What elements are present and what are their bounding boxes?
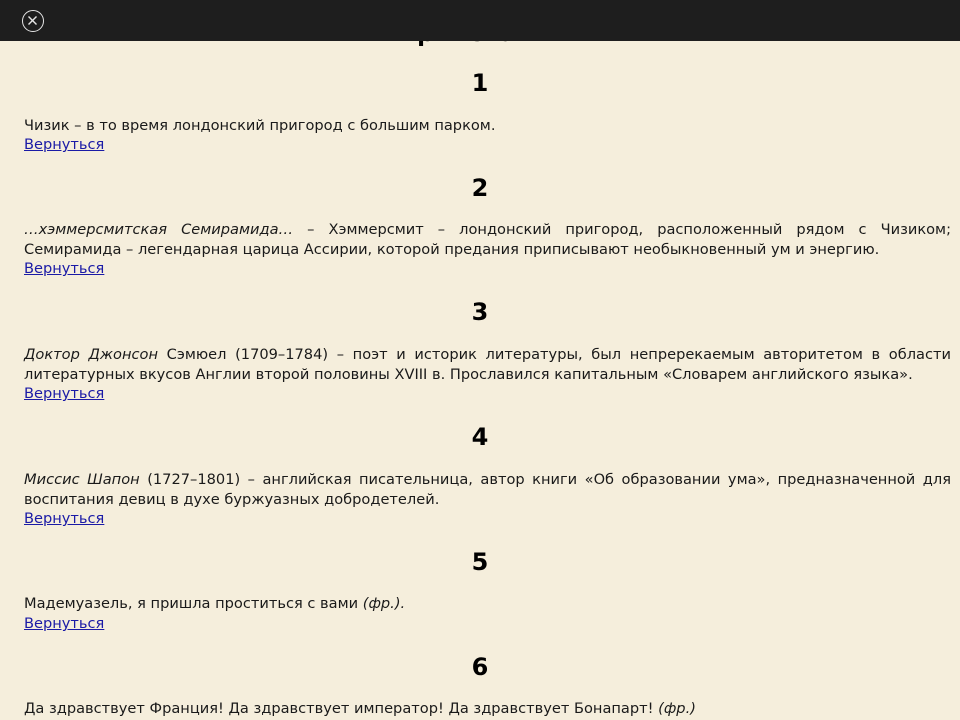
note-text: [24, 345, 951, 385]
close-icon[interactable]: [22, 10, 44, 32]
note-text: [24, 699, 951, 719]
note-text: [24, 470, 951, 510]
note-body: Мадемуазель, я пришла проститься с вами: [24, 595, 363, 612]
back-link[interactable]: Вернуться: [24, 615, 105, 632]
note-body: Чизик – в то время лондонский пригород с большим парком.: [24, 117, 496, 134]
note-number: 2: [471, 174, 489, 202]
note-number: 6: [471, 653, 489, 681]
top-toolbar: [0, 0, 960, 41]
note-text: [24, 594, 951, 614]
note-lang-mark: (фр.): [658, 700, 696, 717]
note-body: (1727–1801) – английская писательница, автор книги «Об образовании ума», предназначенной для воспитания девиц в духе буржуазных добродетелей.: [24, 471, 951, 508]
note-text: [24, 116, 951, 136]
note-number: 4: [471, 423, 489, 451]
back-link[interactable]: Вернуться: [24, 510, 105, 527]
back-link[interactable]: Вернуться: [24, 385, 105, 402]
note-text: [24, 220, 951, 260]
note-body: – Хэммерсмит – лондонский пригород, расположенный рядом с Чизиком; Семирамида – легендарная царица Ассирии, которой предания приписывают необыкновенный ум и энергию.: [24, 221, 951, 258]
note-number: 3: [471, 298, 489, 326]
note-number: 1: [471, 69, 489, 97]
note-term: Миссис Шапон: [24, 471, 140, 488]
note-term: …хэммерсмитская Семирамида…: [24, 221, 294, 238]
note-body: Да здравствует Франция! Да здравствует император! Да здравствует Бонапарт!: [24, 700, 659, 717]
note-body: Сэмюел (1709–1784) – поэт и историк литературы, был непререкаемым авторитетом в области литературных вкусов Англии второй половины XVIII в. Прославился капитальным «Словарем английского языка».: [24, 346, 951, 383]
note-lang-mark: (фр.).: [362, 595, 406, 612]
note-number: 5: [471, 548, 489, 576]
close-x-glyph: [23, 11, 42, 30]
back-link[interactable]: Вернуться: [24, 136, 105, 153]
note-term: Доктор Джонсон: [24, 346, 158, 363]
back-link[interactable]: Вернуться: [24, 260, 105, 277]
